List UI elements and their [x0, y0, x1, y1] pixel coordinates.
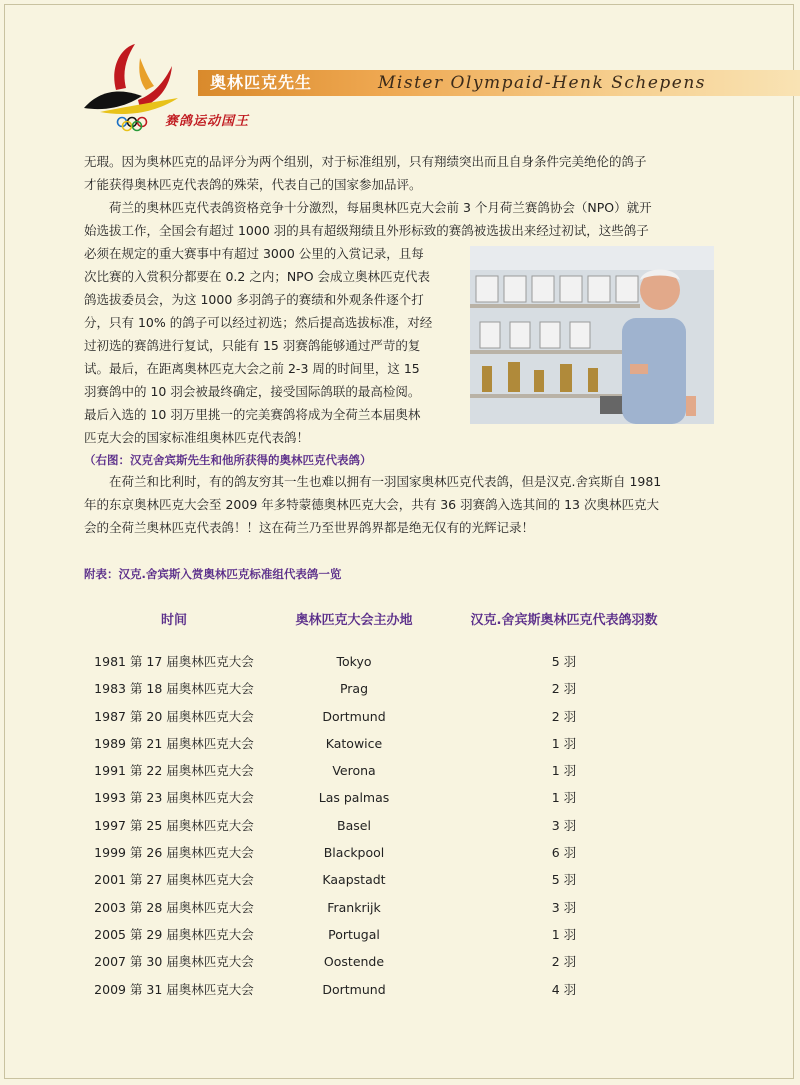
cell-host: Las palmas: [318, 790, 390, 806]
cell-host: Oostende: [323, 954, 385, 970]
table-row: [84, 730, 684, 757]
cell-time: 2003 第 28 届奥林匹克大会: [94, 899, 254, 915]
cell-host: Basel: [337, 817, 371, 833]
photo-man-with-trophies: [470, 246, 714, 424]
table-row: [84, 675, 684, 702]
text-line: 鸽选拔委员会，为这 1000 多羽鸽子的赛绩和外观条件逐个打: [84, 292, 424, 307]
text-line: 荷兰的奥林匹克代表鸽资格竞争十分激烈，每届奥林匹克大会前 3 个月荷兰赛鸽协会（NPO）就开: [109, 200, 652, 215]
cell-time: 2001 第 27 届奥林匹克大会: [94, 872, 254, 888]
text-line: 会的全荷兰奥林匹克代表鸽！！这在荷兰乃至世界鸽界都是绝无仅有的光辉记录！: [84, 520, 535, 535]
text-line: 最后入选的 10 羽万里挑一的完美赛鸽将成为全荷兰本届奥林: [84, 407, 421, 422]
header-slogan: 赛鸽运动国王: [165, 114, 250, 129]
text-line: 才能获得奥林匹克代表鸽的殊荣，代表自己的国家参加品评。: [84, 177, 422, 192]
cell-count: 2 羽: [551, 681, 577, 697]
cell-time: 1993 第 23 届奥林匹克大会: [94, 790, 254, 806]
table-header: [84, 610, 684, 632]
cell-count: 4 羽: [551, 981, 577, 997]
table-row: [84, 812, 684, 839]
text-line: 羽赛鸽中的 10 羽会被最终确定，接受国际鸽联的最高检阅。: [84, 384, 421, 399]
cell-host: Katowice: [325, 735, 383, 751]
header-time: 时间: [160, 613, 187, 628]
table-row: [84, 866, 684, 893]
text-line: 次比赛的入赏积分都要在 0.2 之内；NPO 会成立奥林匹克代表: [84, 269, 431, 284]
cell-time: 2009 第 31 届奥林匹克大会: [94, 981, 254, 997]
cell-count: 3 羽: [551, 817, 577, 833]
table-row: [84, 784, 684, 811]
cell-time: 1997 第 25 届奥林匹克大会: [94, 817, 254, 833]
cell-count: 1 羽: [551, 735, 577, 751]
text-line: 匹克大会的国家标准组奥林匹克代表鸽！: [84, 430, 310, 445]
table-row: [84, 948, 684, 975]
header-title-cn: 奥林匹克先生: [210, 73, 313, 92]
cell-host: Portugal: [328, 926, 380, 942]
text-line: 在荷兰和比利时，有的鸽友穷其一生也难以拥有一羽国家奥林匹克代表鸽，但是汉克.舍宾斯自 1981: [109, 474, 662, 489]
cell-time: 1999 第 26 届奥林匹克大会: [94, 845, 254, 861]
text-line: 始选拔工作，全国会有超过 1000 羽的具有超级翔绩且外形标致的赛鸽被选拔出来经过初试，这些鸽子: [84, 223, 649, 238]
header-host: 奥林匹克大会主办地: [295, 613, 413, 628]
cell-count: 2 羽: [551, 708, 577, 724]
cell-time: 1991 第 22 届奥林匹克大会: [94, 763, 254, 779]
cell-time: 2005 第 29 届奥林匹克大会: [94, 926, 254, 942]
cell-count: 5 羽: [551, 654, 577, 669]
cell-host: Prag: [339, 681, 369, 697]
article-conclusion: [84, 470, 720, 539]
cell-time: 1983 第 18 届奥林匹克大会: [94, 681, 254, 697]
cell-host: Verona: [332, 763, 376, 779]
cell-count: 1 羽: [551, 926, 577, 942]
table-body: [84, 648, 684, 1003]
cell-count: 1 羽: [551, 763, 577, 779]
cell-host: Kaapstadt: [322, 872, 386, 888]
text-line: 必须在规定的重大赛事中有超过 3000 公里的入赏记录，且每: [84, 246, 424, 261]
photo-caption: （右图：汉克舍宾斯先生和他所获得的奥林匹克代表鸽）: [84, 453, 372, 467]
table-row: [84, 839, 684, 866]
cell-host: Blackpool: [323, 845, 385, 861]
table-title: 附表：汉克.舍宾斯入赏奥林匹克标准组代表鸽一览: [84, 567, 342, 581]
cell-host: Dortmund: [322, 981, 386, 997]
text-line: 年的东京奥林匹克大会至 2009 年多特蒙德奥林匹克大会，共有 36 羽赛鸽入选其间的 13 次奥林匹克大: [84, 497, 659, 512]
table-row: [84, 976, 684, 1003]
cell-count: 6 羽: [551, 845, 577, 861]
cell-host: Dortmund: [322, 708, 386, 724]
text-line: 试。最后，在距离奥林匹克大会之前 2-3 周的时间里，这 15: [84, 361, 420, 376]
table-row: [84, 757, 684, 784]
text-line: 无瑕。因为奥林匹克的品评分为两个组别，对于标准组别，只有翔绩突出而且自身条件完美绝伦的鸽子: [84, 154, 647, 169]
cell-time: 1989 第 21 届奥林匹克大会: [94, 735, 254, 751]
cell-time: 1987 第 20 届奥林匹克大会: [94, 708, 254, 724]
table-row: [84, 921, 684, 948]
cell-time: 2007 第 30 届奥林匹克大会: [94, 954, 254, 970]
cell-time: 1981 第 17 届奥林匹克大会: [94, 654, 254, 669]
table-row: [84, 703, 684, 730]
table-row: [84, 894, 684, 921]
cell-count: 5 羽: [551, 872, 577, 888]
header-title-en: Mister Olympaid-Henk Schepens: [378, 73, 707, 93]
cell-count: 2 羽: [551, 954, 577, 970]
cell-host: Tokyo: [336, 654, 372, 669]
text-line: 分，只有 10% 的鸽子可以经过初选；然后提高选拔标准，对经: [84, 315, 433, 330]
text-line: 过初选的赛鸽进行复试，只能有 15 羽赛鸽能够通过严苛的复: [84, 338, 421, 353]
olympiad-table: [84, 610, 684, 1003]
header-count: 汉克.舍宾斯奥林匹克代表鸽羽数: [470, 613, 658, 628]
cell-host: Frankrijk: [327, 899, 381, 915]
table-row: [84, 648, 684, 675]
cell-count: 3 羽: [551, 899, 577, 915]
cell-count: 1 羽: [551, 790, 577, 806]
